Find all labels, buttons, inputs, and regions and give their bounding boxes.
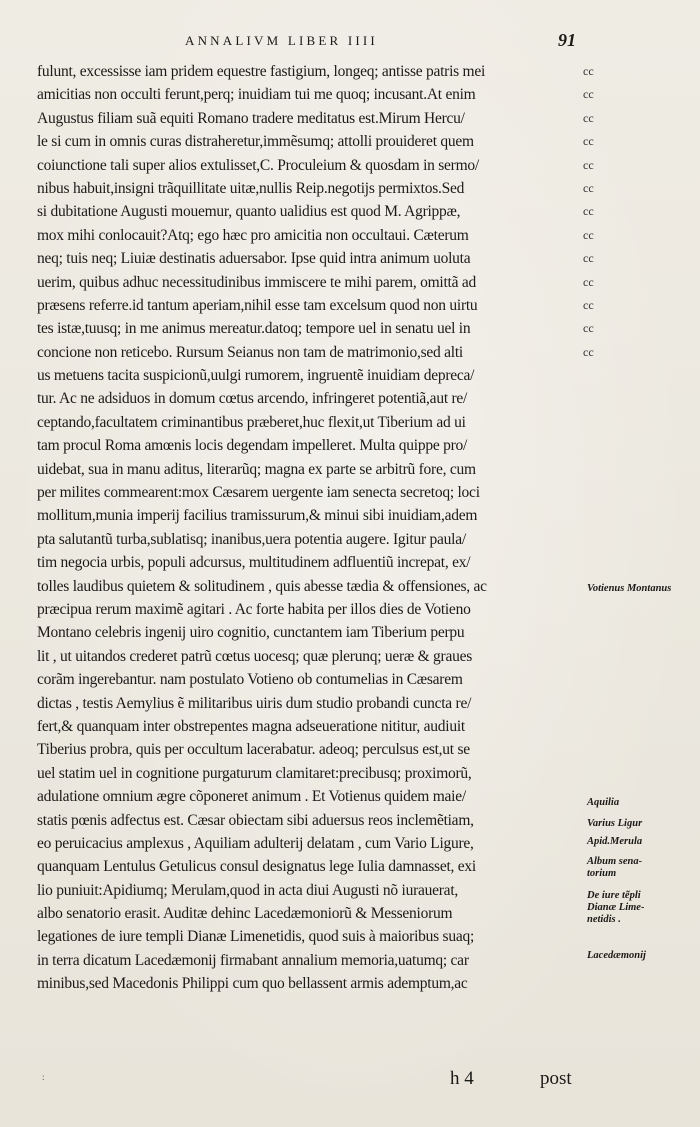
main-text [37,60,582,996]
quotation-mark: cc [583,134,594,149]
quotation-mark: cc [583,297,594,312]
text-line: fert,& quanquam inter obstrepentes magna adseueratione nititur, audiuit [37,717,465,735]
marginal-note-aquilia: Aquilia [587,797,620,808]
text-line: tolles laudibus quietem & solitudinem , quis abesse tædia & offensiones, ac [37,577,487,595]
quotation-mark: cc [583,274,594,289]
text-line: in terra dicatum Lacedæmonij firmabant annalium memoria,uatumq; car [37,951,469,969]
text-line: dictas , testis Aemylius ẽ militaribus uiris dum studio probandi cuncta re/ [37,694,472,712]
text-line: fulunt, excessisse iam pridem equestre fastigium, longeq; antisse patris mei [37,63,486,80]
quotation-mark: cc [583,110,594,125]
text-line: statis pœnis adfectus est. Cæsar obiectam sibi aduersus reos inclemẽtiam, [37,811,474,829]
text-line: minibus,sed Macedonis Philippi cum quo bellassent armis ademptum,ac [37,975,468,993]
text-line: præcipua rerum maximẽ agitari . Ac forte habita per illos dies de Votieno [37,600,471,618]
catchword: post [540,1068,572,1089]
text-line: amicitias non occulti ferunt,perq; inuidiam tui me quoq; incusant.At enim [37,86,476,104]
text-line: us metuens tacita suspicionũ,uulgi rumorem, ingruentẽ inuidiam depreca/ [37,367,475,385]
quotation-mark: cc [583,227,594,242]
text-line: uel statim uel in cognitione purgaturum clamitaret:precibusq; proximorũ, [37,764,472,782]
quotation-mark: cc [583,204,594,219]
quotation-mark: cc [583,180,594,195]
signature-mark: h 4 [450,1068,474,1089]
text-line: nibus habuit,insigni trãquillitate uitæ,nullis Reip.negotijs permixtos.Sed [37,179,465,197]
text-line: legationes de iure templi Dianæ Limenetidis, quod suis à maioribus suaq; [37,928,475,946]
printer-mark: : [42,1072,45,1082]
quotation-marks-column [583,60,605,364]
text-line: adulatione omnium ægre cõponeret animum . Et Votienus quidem maie/ [37,788,466,806]
text-line: pta salutantũ turba,sublatisq; inanibus,uera potentia augere. Igitur paula/ [37,530,466,548]
text-line: tur. Ac ne adsiduos in domum cœtus arcendo, infringeret potentiã,aut re/ [37,390,468,408]
text-line: corãm ingerebantur. nam postulato Votieno ob contumelias in Cæsarem [37,671,463,689]
marginal-note-lacedaemonii: Lacedæmonij [587,950,646,961]
text-line: ceptando,facultatem criminantibus præberet,huc flexit,ut Tiberium ad ui [37,413,466,431]
marginal-note-votienus: Votienus Montanus [587,583,672,594]
page-number: 91 [558,30,576,50]
text-line: tes istæ,tuusq; in me animus mereatur.datoq; tempore uel in senatu uel in [37,320,471,338]
marginal-note-varius: Varius Ligur [587,818,643,829]
text-line: Montano celebris ingenij uiro cognitio, cunctantem iam Tiberium perpu [37,624,465,642]
text-line: albo senatorio erasit. Auditæ dehinc Lacedæmoniorũ & Messeniorum [37,905,453,923]
text-line: quanquam Lentulus Getulicus consul designatus lege Iulia damnasset, exi [37,858,476,876]
marginal-note-de-iure: De iure tẽpli Dianæ Lime- netidis . [587,890,645,925]
text-line: si dubitatione Augusti mouemur, quanto ualidius est quod M. Agrippæ, [37,203,461,221]
text-line: tim negocia urbis, populi adcursus, multitudinem adfluentiũ increpat, ex/ [37,554,471,572]
quotation-mark: cc [583,64,594,78]
quotation-mark: cc [583,344,594,359]
quotation-mark: cc [583,321,594,336]
text-line: Tiberius probra, quis per occultum lacerabatur. adeoq; perculsus est,ut se [37,741,470,759]
text-line: lit , ut uitandos crederet patrũ cœtus uocesq; quæ plerunq; ueræ & graues [37,647,473,665]
quotation-mark: cc [583,251,594,266]
text-line: tam procul Roma amœnis locis degendam impelleret. Multa quippe pro/ [37,437,468,455]
quotation-mark: cc [583,87,594,102]
quotation-mark: cc [583,157,594,172]
text-line: eo peruicacius amplexus , Aquiliam adulterij delatam , cum Vario Ligure, [37,834,474,852]
text-line: Augustus filiam suã equiti Romano tradere meditatus est.Mirum Hercu/ [37,109,465,127]
text-line: per milites commearent:mox Cæsarem uergente iam senecta secretoq; loci [37,484,480,502]
text-line: le si cum in omnis curas distraheretur,immẽsumq; attolli prouideret quem [37,133,474,151]
marginal-note-apidius: Apid.Merula [587,836,643,847]
text-line: lio puniuit:Apidiumq; Merulam,quod in acta diui Augusti nõ iurauerat, [37,881,458,899]
text-line: neq; tuis neq; Liuiæ destinatis aduersabor. Ipse quid intra animum uoluta [37,250,471,268]
text-line: coiunctione tali super alios extulisset,C. Proculeium & quosdam in sermo/ [37,156,479,174]
text-line: mollitum,munia imperij facilius tramissurum,& minui sibi inuidiam,adem [37,507,478,525]
text-line: mox mihi conlocauit?Atq; ego hæc pro amicitia non occultaui. Cæterum [37,226,469,244]
text-line: præsens referre.id tantum aperiam,nihil esse tam excelsum quod non uirtu [37,296,478,314]
running-head: ANNALIVM LIBER IIII [185,33,378,48]
text-line: uerim, quibus adhuc necessitudinibus immiscere te mihi parem, omittã ad [37,273,476,291]
marginal-note-album: Album sena- torium [587,856,643,879]
text-line: uidebat, sua in manu aditus, literarũq; magna ex parte se arbitrũ fore, cum [37,460,476,478]
text-line: concione non reticebo. Rursum Seianus non tam de matrimonio,sed alti [37,343,463,361]
